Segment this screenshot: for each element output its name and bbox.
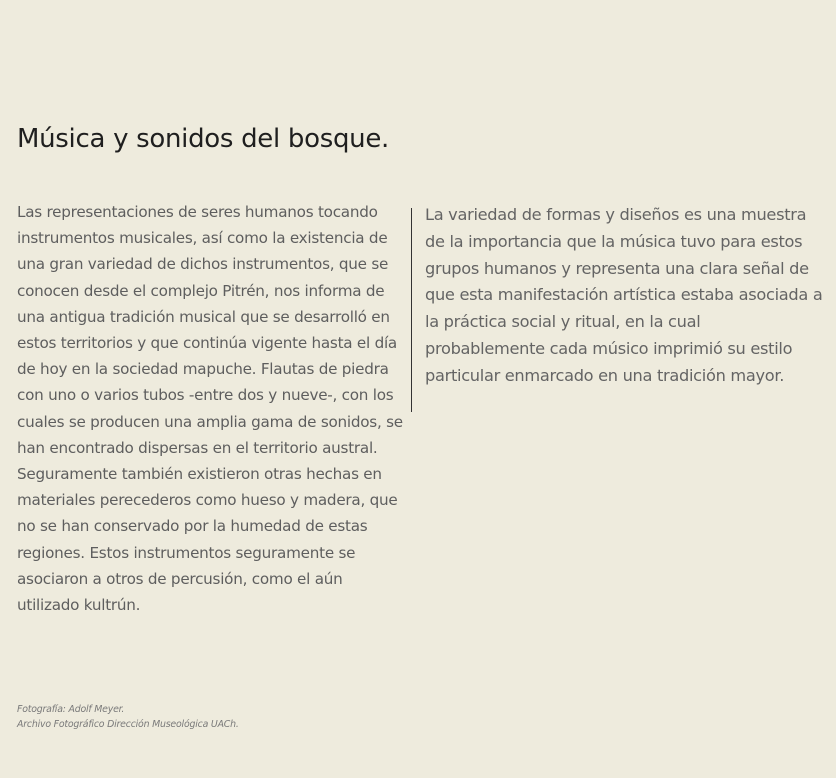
right-column-paragraph: La variedad de formas y diseños es una muestra de la importancia que la música tuvo para estos grupos humanos y representa una clara señal de que esta manifestación artística estaba asociada a la práctica social y ritual, en la cual probablemente cada músico imprimió su estilo particular enmarcado en una tradición mayor. (425, 205, 823, 385)
column-divider (411, 208, 412, 412)
photo-credit-line: Fotografía: Adolf Meyer. (17, 704, 125, 715)
archive-credit-line: Archivo Fotográfico Dirección Museológica UACh. (17, 719, 239, 730)
left-column-paragraph: Las representaciones de seres humanos tocando instrumentos musicales, así como la existencia de una gran variedad de dichos instrumentos, que se conocen desde el complejo Pitrén, nos informa de una antigua tradición musical que se desarrolló en estos territorios y que continúa vigente hasta el día de hoy en la sociedad mapuche. Flautas de piedra con uno o varios tubos -entre dos y nueve-, con los cuales se producen una amplia gama de sonidos, se han encontrado dispersas en el territorio austral. Seguramente también existieron otras hechas en materiales perecederos como hueso y madera, que no se han conservado por la humedad de estas regiones. Estos instrumentos seguramente se asociaron a otros de percusión, como el aún utilizado kultrún. (17, 203, 403, 615)
page-title: Música y sonidos del bosque. (17, 124, 389, 154)
photo-credits (17, 702, 239, 732)
